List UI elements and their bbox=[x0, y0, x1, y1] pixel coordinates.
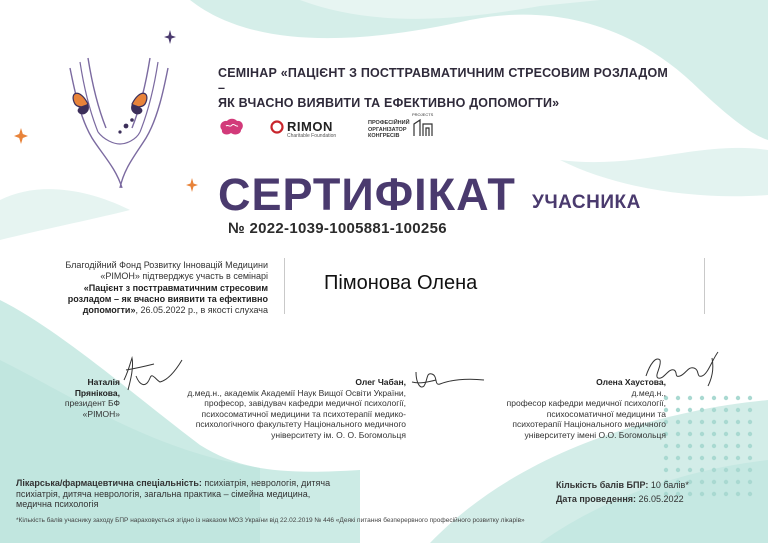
certificate-number: № 2022-1039-1005881-100256 bbox=[228, 220, 447, 237]
seminar-name-line2: розладом – як вчасно виявити та ефективно bbox=[67, 293, 268, 304]
rimon-logo-icon bbox=[270, 120, 284, 134]
specialty-value-line2: психіатрія, дитяча неврологія, загальна практика – сімейна медицина, bbox=[16, 488, 311, 499]
date-label: Дата проведення: bbox=[556, 494, 637, 504]
signatory-2-name: Олег Чабан, bbox=[355, 377, 406, 387]
brain-logo-icon bbox=[218, 118, 244, 136]
signatory-3-line3: психосоматичної медицини та bbox=[546, 408, 666, 419]
confirmation-tail: , 26.05.2022 р., в якості слухача bbox=[135, 305, 268, 316]
confirmation-line1: Благодійний Фонд Розвитку Інновацій Медицини bbox=[65, 260, 268, 270]
footnote: *Кількість балів учаснику заходу БПР нараховується згідно із наказом МОЗ України від 22.02.2019 № 446 «Деякі питання безперервного професійного розвитку лікарів» bbox=[16, 517, 525, 524]
name-divider-left bbox=[284, 258, 285, 314]
organizer-line1: ПРОФЕСІЙНИЙ bbox=[368, 120, 410, 126]
rimon-logo-subtext: Charitable Foundation bbox=[287, 133, 337, 139]
signatory-2-line4: психологічного факультету Національного медичного bbox=[195, 419, 406, 429]
left-wave bbox=[0, 189, 130, 240]
certificate-subtitle: УЧАСНИКА bbox=[532, 192, 641, 213]
projects-logo-text: PROJECTS bbox=[412, 112, 434, 117]
participant-name: Пімонова Олена bbox=[324, 272, 478, 294]
date-value: 26.05.2022 bbox=[636, 494, 684, 504]
signatory-3-line5: університету імені О.О. Богомольця bbox=[524, 429, 666, 440]
seminar-name-line1: «Пацієнт з посттравматичним стресовим bbox=[83, 282, 268, 293]
signatory-3-line2: професор кафедри медичної психології, bbox=[506, 398, 666, 408]
organizer-label bbox=[368, 120, 410, 140]
points-value: 10 балів* bbox=[648, 480, 689, 490]
specialty-value-line3: медична психологія bbox=[16, 499, 99, 509]
points-label: Кількість балів БПР: bbox=[556, 480, 649, 490]
points-date-block bbox=[556, 478, 689, 506]
butterfly-icon bbox=[70, 86, 106, 120]
seminar-title-line1: СЕМІНАР «ПАЦІЄНТ З ПОСТТРАВМАТИЧНИМ СТРЕСОВИМ РОЗЛАДОМ – bbox=[218, 66, 668, 95]
signatory-1-title: президент БФ «РІМОН» bbox=[64, 398, 120, 419]
butterfly-icon bbox=[114, 86, 150, 120]
confirmation-line2: «РІМОН» підтверджує участь в семінарі bbox=[100, 271, 268, 282]
sparkle-icon bbox=[14, 128, 28, 144]
signatory-2-line5: університету ім. О. О. Богомольця bbox=[271, 429, 406, 440]
signatory-3-name: Олена Хаустова, bbox=[596, 377, 666, 387]
projects-logo-icon bbox=[412, 118, 434, 138]
seminar-title bbox=[218, 66, 668, 111]
signature-chaban bbox=[410, 362, 490, 396]
rimon-logo-text: RIMON bbox=[287, 119, 333, 134]
specialty-label: Лікарська/фармацевтична спеціальність: bbox=[16, 478, 202, 488]
organizer-line2: ОРГАНІЗАТОР bbox=[368, 126, 407, 133]
name-divider-right bbox=[704, 258, 705, 314]
sparkle-icon bbox=[164, 30, 176, 44]
confirmation-text bbox=[60, 260, 268, 316]
signatory-2 bbox=[170, 377, 406, 440]
signatory-1-name: Наталія Прянікова, bbox=[74, 377, 120, 398]
organizer-line3: КОНГРЕСІВ bbox=[368, 133, 400, 139]
signatory-2-line2: професор, завідувач кафедри медичної психології, bbox=[204, 398, 406, 408]
seminar-title-line2: ЯК ВЧАСНО ВИЯВИТИ ТА ЕФЕКТИВНО ДОПОМОГТИ» bbox=[218, 96, 560, 110]
signatory-3 bbox=[490, 377, 666, 440]
right-wave bbox=[560, 148, 768, 196]
seminar-name-line3: допомогти» bbox=[82, 305, 136, 316]
signatory-1 bbox=[40, 377, 120, 419]
signatory-2-line1: д.мед.н., академік Академії Наук Вищої Освіти України, bbox=[187, 387, 406, 398]
specialty-block bbox=[16, 478, 376, 510]
specialty-value-line1: психіатрія, неврологія, дитяча bbox=[201, 478, 331, 488]
sparkle-icon bbox=[186, 178, 198, 192]
certificate-title: СЕРТИФІКАТ bbox=[218, 169, 516, 220]
signatory-3-line4: психотерапії Національного медичного bbox=[512, 419, 666, 429]
signatory-3-line1: д.мед.н., bbox=[631, 387, 666, 398]
signatory-2-line3: психосоматичної медицини та психотерапії медико- bbox=[201, 408, 406, 419]
